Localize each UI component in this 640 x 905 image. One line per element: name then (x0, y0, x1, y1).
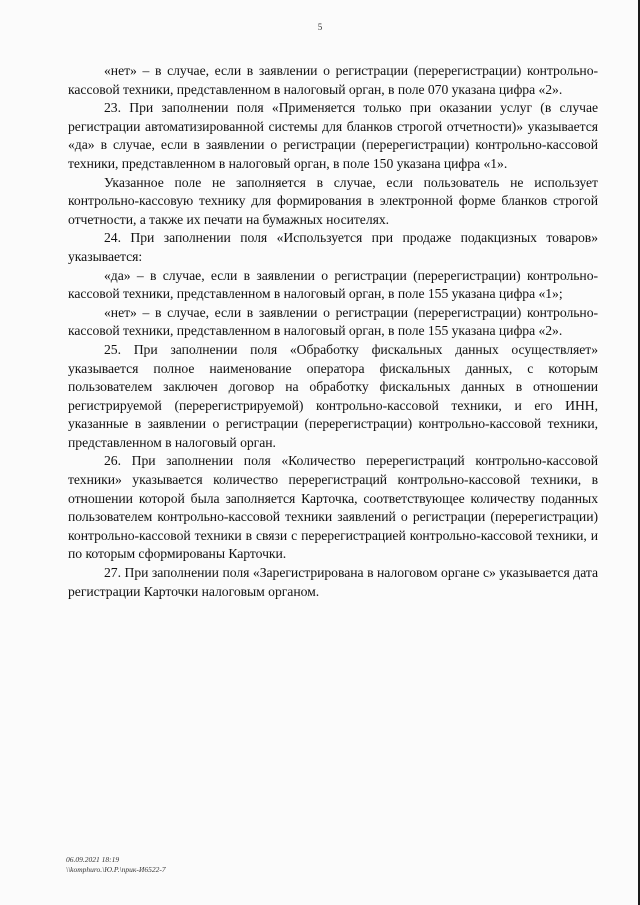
paragraph: 26. При заполнении поля «Количество перерегистраций контрольно-кассовой техники» указывается количество перерегистраций контрольно-кассовой техники, в отношении которой была заполняется Карточка, соответствующее количеству поданных пользователем контрольно-кассовой техники заявлений о регистрации (перерегистрации) контрольно-кассовой техники в связи с перерегистрацией контрольно-кассовой техники, и по которым сформированы Карточки. (68, 453, 598, 562)
paragraph: «нет» – в случае, если в заявлении о регистрации (перерегистрации) контрольно-кассовой техники, представленном в налоговый орган, в поле 155 указана цифра «2». (68, 304, 598, 339)
paragraph: 25. При заполнении поля «Обработку фискальных данных осуществляет» указывается полное наименование оператора фискальных данных, с которым пользователем заключен договор на обработку фискальных данных в отношении регистрируемой (перерегистрируемой) контрольно-кассовой техники, и его ИНН, указанные в заявлении о регистрации (перерегистрации) контрольно-кассовой техники, представленном в налоговый орган. (68, 341, 598, 450)
paragraph: «нет» – в случае, если в заявлении о регистрации (перерегистрации) контрольно-кассовой техники, представленном в налоговый орган, в поле 070 указана цифра «2». (68, 63, 598, 97)
paragraph: Указанное поле не заполняется в случае, если пользователь не использует контрольно-кассовую технику для формирования в электронной форме бланков строгой отчетности, а также их печати на бумажных носителях. (68, 174, 598, 227)
footer-timestamp: 06.09.2021 18:19 (66, 855, 120, 864)
footer-file-path: \\komphuro.\Ю.Р.\прик-И6522-7 (66, 865, 166, 874)
document-body (68, 62, 598, 601)
paragraph: 27. При заполнении поля «Зарегистрирована в налоговом органе с» указывается дата регистрации Карточки налоговым органом. (68, 565, 598, 599)
page-number: 5 (317, 22, 323, 32)
paragraph: 23. При заполнении поля «Применяется только при оказании услуг (в случае регистрации автоматизированной системы для бланков строгой отчетности)» указывается «да» в случае, если в заявлении о регистрации (перерегистрации) контрольно-кассовой техники, представленном в налоговый орган, в поле 150 указана цифра «1». (68, 100, 598, 171)
paragraph: 24. При заполнении поля «Используется при продаже подакцизных товаров» указывается: (68, 230, 598, 264)
paragraph: «да» – в случае, если в заявлении о регистрации (перерегистрации) контрольно-кассовой техники, представленном в налоговый орган, в поле 155 указана цифра «1»; (68, 267, 598, 302)
document-footer (66, 855, 166, 875)
